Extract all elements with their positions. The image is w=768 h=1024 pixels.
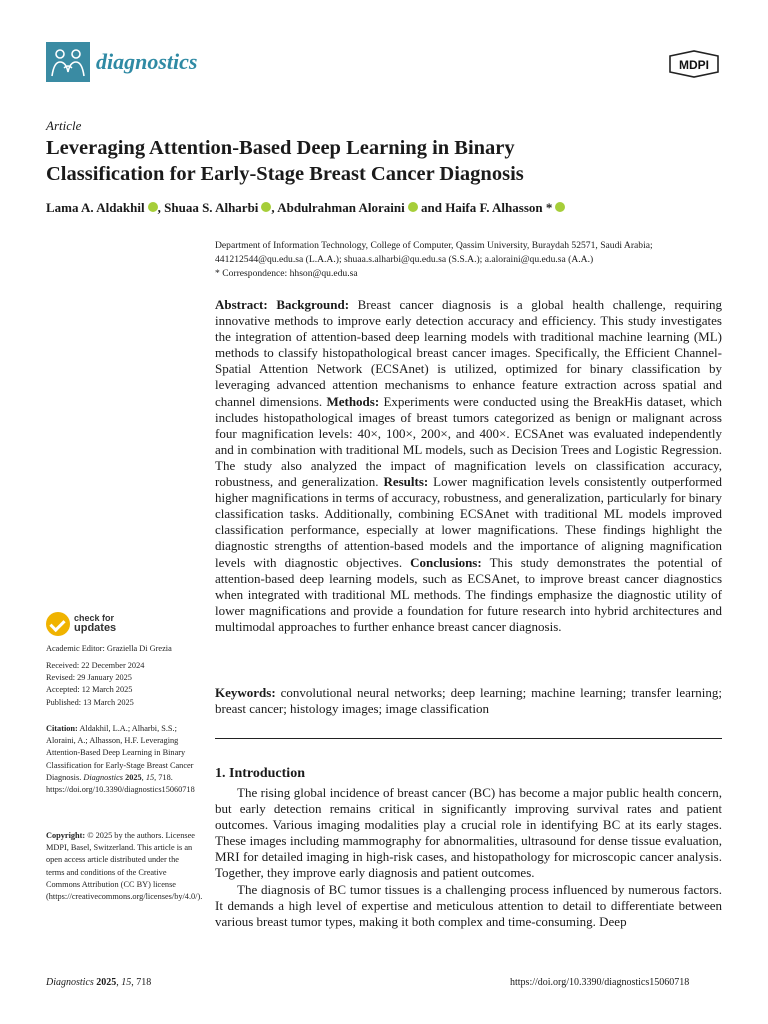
author-name[interactable]: Shuaa S. Alharbi — [164, 200, 259, 215]
article-title — [46, 135, 686, 187]
introduction-body — [215, 785, 722, 930]
received-date: Received: 22 December 2024 — [46, 661, 145, 670]
affiliation-emails[interactable]: 441212544@qu.edu.sa (L.A.A.); shuaa.s.alharbi@qu.edu.sa (S.S.A.); a.aloraini@qu.edu.sa (A.A.) — [215, 254, 594, 265]
footer-citation: Diagnostics 2025, 15, 718 — [46, 977, 152, 988]
author-list — [46, 200, 565, 216]
abstract-results-label: Results: — [383, 474, 429, 490]
abstract-results: Lower magnification levels consistently outperformed higher magnifications in terms of accuracy, robustness, and generalization, particularly for binary classification tasks. Additionally, combining ECSAnet with traditional ML models improved classification performance, especially at lower magnifications. These findings highlight the diagnostic strengths of attention-based models and the importance of aligning magnification levels with diagnostic objectives. — [215, 474, 722, 570]
academic-editor: Academic Editor: Graziella Di Grezia — [46, 644, 172, 653]
section-divider — [215, 738, 722, 739]
author-separator: and — [417, 200, 446, 215]
introduction-paragraph: The diagnosis of BC tumor tissues is a challenging process influenced by numerous factors. It demands a high level of expertise and meticulous attention to detail to differentiate between various breast tumor types, making it both complex and time-consuming. Deep — [215, 881, 722, 929]
copyright-block — [46, 830, 203, 903]
abstract-conclusions-label: Conclusions: — [410, 554, 482, 570]
check-for-updates-line-1: check for — [74, 613, 115, 623]
author-name[interactable]: Haifa F. Alhasson * — [445, 200, 553, 215]
check-for-updates-line-2: updates — [74, 622, 117, 634]
orcid-icon[interactable] — [555, 202, 565, 212]
citation-text: Aldakhil, L.A.; Alharbi, S.S.; Aloraini, A.; Alhasson, H.F. Leveraging Attention-Based Deep Learning in Binary Classification for Early-Stage Breast Cancer Diagnosis. — [46, 724, 194, 782]
journal-name[interactable]: diagnostics — [96, 49, 198, 74]
orcid-icon[interactable] — [148, 202, 158, 212]
article-title-line-1: Leveraging Attention-Based Deep Learning in Binary — [46, 137, 515, 159]
footer-volume: 15 — [121, 977, 132, 988]
abstract — [215, 297, 722, 635]
check-for-updates-button[interactable] — [46, 612, 176, 638]
citation-label: Citation: — [46, 724, 78, 733]
footer-article-number: , 718 — [131, 977, 152, 988]
copyright-label: Copyright: — [46, 831, 86, 840]
footer-journal: Diagnostics — [46, 977, 94, 988]
correspondence[interactable]: * Correspondence: hhson@qu.edu.sa — [215, 268, 358, 279]
check-for-updates-icon — [46, 612, 70, 636]
citation-year: 2025 — [125, 772, 142, 782]
orcid-icon[interactable] — [261, 202, 271, 212]
publisher-name: MDPI — [679, 58, 709, 72]
journal-logo-icon — [46, 42, 90, 82]
citation-doi[interactable]: , 718. https://doi.org/10.3390/diagnostics15060718 — [46, 772, 195, 795]
author-name[interactable]: Abdulrahman Aloraini — [277, 200, 405, 215]
article-type: Article — [46, 118, 82, 133]
author-separator: , — [157, 200, 165, 215]
author-separator: , — [271, 200, 278, 215]
abstract-conclusions: This study demonstrates the potential of attention-based deep learning models, such as ECSAnet, to improve breast cancer diagnostics when integrated with traditional ML methods. The findings emphasize the diagnostic utility of lower magnifications and provide a foundation for future research into hybrid architectures and multimodal approaches to further enhance breast cancer diagnosis. — [215, 554, 723, 634]
publisher-logo-icon — [666, 50, 722, 78]
footer-doi-link[interactable]: https://doi.org/10.3390/diagnostics15060718 — [510, 977, 690, 988]
revised-date: Revised: 29 January 2025 — [46, 673, 132, 683]
section-heading-introduction: 1. Introduction — [215, 766, 305, 781]
published-date: Published: 13 March 2025 — [46, 697, 134, 707]
footer-year: 2025 — [96, 977, 117, 988]
citation-volume: 15 — [145, 772, 155, 782]
check-for-updates-label — [74, 613, 116, 633]
citation-journal: Diagnostics — [83, 772, 123, 782]
abstract-background-label: Background: — [276, 297, 350, 312]
keywords-label: Keywords: — [215, 685, 276, 700]
citation-block: Citation: Aldakhil, L.A.; Alharbi, S.S.; Aloraini, A.; Alhasson, H.F. Leveraging Attention-Based Deep Learning in Binary Classification for Early-Stage Breast Cancer Diagnosis. Diagnostics 2025, 15, 718. https://doi.org/10.3390/diagnostics15060718 — [46, 724, 195, 795]
article-title-line-2: Classification for Early-Stage Breast Cancer Diagnosis — [46, 163, 524, 185]
affiliation-line-1: Department of Information Technology, College of Computer, Qassim University, Buraydah 52571, Saudi Arabia; — [215, 240, 653, 251]
abstract-methods: Experiments were conducted using the BreakHis dataset, which includes histopathological images of breast tumors categorized as benign or malignant across four magnification levels: 40×, 100×, 200×, and 400×. ECSAnet was evaluated independently and in combination with traditional ML models, such as Decision Trees and Logistic Regression. The study also analyzed the impact of magnification levels on classification accuracy, robustness, and generalization. — [215, 393, 723, 490]
abstract-label: Abstract: — [215, 297, 268, 312]
author-name[interactable]: Lama A. Aldakhil — [46, 200, 145, 215]
orcid-icon[interactable] — [408, 202, 418, 212]
abstract-methods-label: Methods: — [326, 393, 380, 409]
publication-dates — [46, 660, 198, 709]
copyright-text[interactable]: © 2025 by the authors. Licensee MDPI, Basel, Switzerland. This article is an open access article distributed under the terms and conditions of the Creative Commons Attribution (CC BY) license (https://creativecommons.org/licenses/by/4.0/). — [46, 831, 203, 902]
accepted-date: Accepted: 12 March 2025 — [46, 685, 133, 695]
introduction-paragraph: The rising global incidence of breast cancer (BC) has become a major public health concern, but early detection remains critical in significantly improving survival rates and patient outcomes. Various imaging modalities play a crucial role in identifying BC at its early stages. These images including mammography for abnormalities, ultrasound for dense tissue evaluation, MRI for detailed imaging in high-risk cases, and histopathology for microscopic cancer analysis. Together, they improve early diagnosis and patient outcomes. — [215, 785, 722, 881]
abstract-background: Breast cancer diagnosis is a global health challenge, requiring innovative methods to improve early detection accuracy and efficiency. This study investigates the integration of attention-based deep learning models with traditional machine learning (ML) methods to classify histopathological breast cancer images. Specifically, the Efficient Channel-Spatial Attention Network (ECSAnet) is utilized, optimized for binary classification by leveraging advanced attention mechanisms to enhance feature extraction across spatial and channel dimensions. — [215, 297, 723, 409]
keywords — [215, 685, 722, 717]
keywords-text: convolutional neural networks; deep learning; machine learning; transfer learning; breast cancer; histology images; image classification — [215, 685, 723, 717]
